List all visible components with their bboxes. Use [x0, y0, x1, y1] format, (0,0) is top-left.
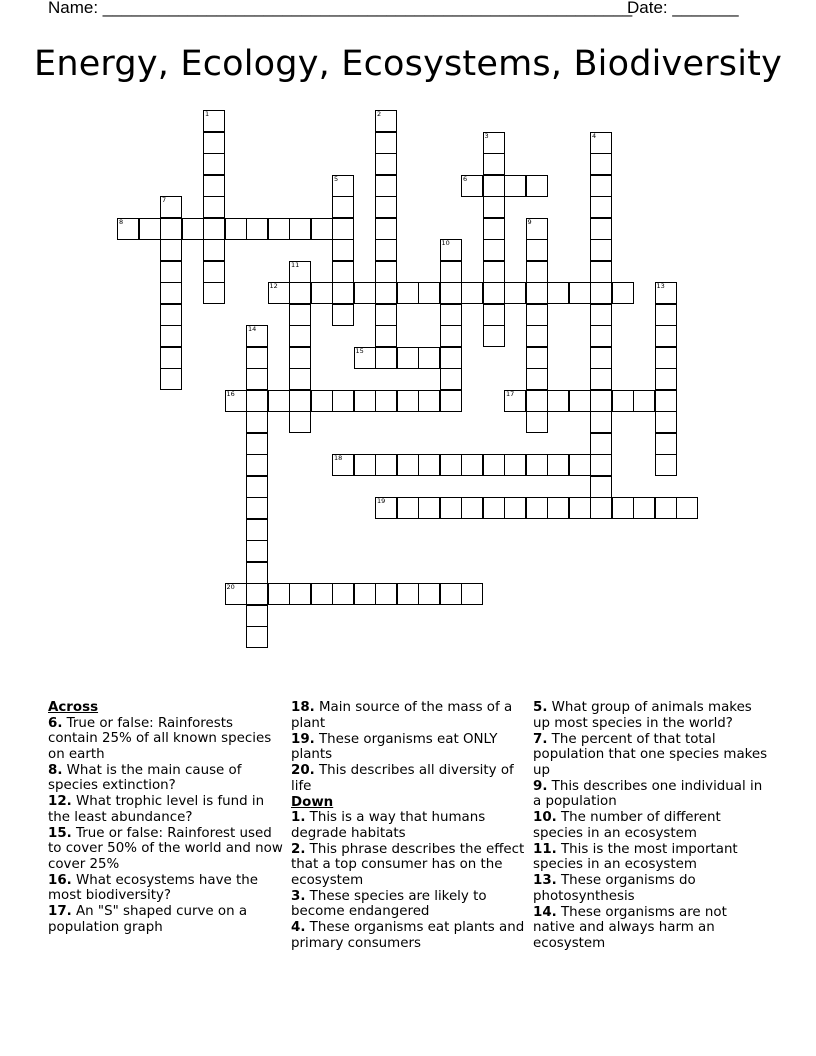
- grid-cell[interactable]: [397, 497, 419, 519]
- grid-cell[interactable]: [655, 497, 677, 519]
- grid-cell[interactable]: [655, 325, 677, 347]
- grid-cell[interactable]: [590, 282, 612, 304]
- grid-cell[interactable]: [311, 583, 333, 605]
- cell-number: 1: [205, 110, 210, 118]
- grid-cell[interactable]: [483, 196, 505, 218]
- grid-cell[interactable]: [397, 583, 419, 605]
- cell-number: 18: [334, 454, 343, 462]
- grid-cell[interactable]: [590, 497, 612, 519]
- clue-down-5: 5. What group of animals makes up most species in the world?: [533, 700, 752, 731]
- cell-number: 7: [162, 196, 167, 204]
- grid-cell[interactable]: [590, 347, 612, 369]
- cell-number: 19: [377, 497, 386, 505]
- grid-cell[interactable]: [160, 282, 182, 304]
- grid-cell[interactable]: [461, 583, 483, 605]
- grid-cell[interactable]: [289, 304, 311, 326]
- grid-cell[interactable]: [246, 218, 268, 240]
- clue-across-6: 6. True or false: Rainforests contain 25% of all known species on earth: [48, 715, 272, 762]
- grid-cell[interactable]: [160, 304, 182, 326]
- grid-cell[interactable]: [569, 454, 591, 476]
- grid-cell[interactable]: [418, 347, 440, 369]
- grid-cell[interactable]: [569, 282, 591, 304]
- clue-across-16: 16. What ecosystems have the most biodiversity?: [48, 872, 258, 903]
- grid-cell[interactable]: [289, 368, 311, 390]
- grid-cell[interactable]: [526, 368, 548, 390]
- grid-cell[interactable]: [397, 282, 419, 304]
- grid-cell[interactable]: [311, 218, 333, 240]
- date-field-label: Date: _______: [627, 0, 739, 17]
- clue-across-8: 8. What is the main cause of species extinction?: [48, 762, 242, 793]
- page-title: Energy, Ecology, Ecosystems, Biodiversity: [34, 44, 782, 84]
- grid-cell[interactable]: [633, 390, 655, 412]
- grid-cell[interactable]: [225, 218, 247, 240]
- grid-cell[interactable]: [547, 454, 569, 476]
- grid-cell[interactable]: [483, 325, 505, 347]
- grid-cell[interactable]: [332, 239, 354, 261]
- grid-cell[interactable]: [332, 196, 354, 218]
- grid-cell[interactable]: [268, 390, 290, 412]
- grid-cell[interactable]: [397, 454, 419, 476]
- grid-cell[interactable]: [440, 347, 462, 369]
- grid-cell[interactable]: [440, 368, 462, 390]
- grid-cell[interactable]: [526, 325, 548, 347]
- grid-cell[interactable]: [483, 497, 505, 519]
- grid-cell[interactable]: [418, 583, 440, 605]
- grid-cell[interactable]: [289, 347, 311, 369]
- cell-number: 6: [463, 174, 468, 183]
- grid-cell[interactable]: [483, 261, 505, 283]
- grid-cell[interactable]: [375, 218, 397, 240]
- grid-cell[interactable]: [354, 390, 376, 412]
- grid-cell[interactable]: [483, 239, 505, 261]
- grid-cell-11[interactable]: [289, 261, 311, 283]
- grid-cell[interactable]: [612, 390, 634, 412]
- grid-cell[interactable]: [526, 261, 548, 283]
- grid-cell-13[interactable]: [655, 282, 677, 304]
- grid-cell-15[interactable]: [354, 347, 376, 369]
- grid-cell-16[interactable]: [225, 390, 247, 412]
- grid-cell[interactable]: [569, 497, 591, 519]
- grid-cell[interactable]: [526, 454, 548, 476]
- grid-cell[interactable]: [246, 519, 268, 541]
- grid-cell[interactable]: [526, 304, 548, 326]
- grid-cell[interactable]: [246, 605, 268, 627]
- grid-cell[interactable]: [375, 153, 397, 175]
- clue-across-20: 20. This describes all diversity of life: [291, 763, 514, 794]
- clue-down-2: 2. This phrase describes the effect that a top consumer has on the ecosystem: [291, 841, 525, 888]
- clue-down-1: 1. This is a way that humans degrade habitats: [291, 810, 486, 841]
- grid-cell-1[interactable]: [203, 110, 225, 132]
- grid-cell[interactable]: [375, 390, 397, 412]
- grid-cell[interactable]: [440, 454, 462, 476]
- grid-cell[interactable]: [160, 347, 182, 369]
- grid-cell[interactable]: [526, 347, 548, 369]
- grid-cell[interactable]: [375, 325, 397, 347]
- grid-cell[interactable]: [590, 390, 612, 412]
- grid-cell[interactable]: [612, 282, 634, 304]
- clue-across-17: 17. An "S" shaped curve on a population graph: [48, 904, 248, 935]
- grid-cell[interactable]: [397, 347, 419, 369]
- grid-cell[interactable]: [504, 282, 526, 304]
- clue-across-15: 15. True or false: Rainforest used to cover 50% of the world and now cover 25%: [48, 825, 283, 872]
- grid-cell-17[interactable]: [504, 390, 526, 412]
- grid-cell[interactable]: [547, 282, 569, 304]
- cell-number: 11: [291, 260, 300, 269]
- grid-cell[interactable]: [246, 540, 268, 562]
- grid-cell[interactable]: [246, 476, 268, 498]
- grid-cell[interactable]: [569, 390, 591, 412]
- grid-cell[interactable]: [440, 282, 462, 304]
- grid-cell[interactable]: [440, 497, 462, 519]
- grid-cell[interactable]: [590, 239, 612, 261]
- grid-cell[interactable]: [160, 325, 182, 347]
- grid-cell[interactable]: [461, 497, 483, 519]
- grid-cell[interactable]: [289, 411, 311, 433]
- grid-cell-4[interactable]: [590, 132, 612, 154]
- grid-cell[interactable]: [289, 325, 311, 347]
- grid-cell[interactable]: [246, 562, 268, 584]
- grid-cell[interactable]: [440, 261, 462, 283]
- grid-cell[interactable]: [633, 497, 655, 519]
- grid-cell-3[interactable]: [483, 132, 505, 154]
- clue-down-3: 3. These species are likely to become endangered: [291, 888, 487, 919]
- grid-cell[interactable]: [289, 583, 311, 605]
- grid-cell[interactable]: [655, 390, 677, 412]
- grid-cell[interactable]: [375, 282, 397, 304]
- grid-cell[interactable]: [655, 433, 677, 455]
- grid-cell[interactable]: [461, 454, 483, 476]
- grid-cell[interactable]: [590, 153, 612, 175]
- grid-cell-2[interactable]: [375, 110, 397, 132]
- grid-cell[interactable]: [504, 497, 526, 519]
- grid-cell[interactable]: [332, 261, 354, 283]
- grid-cell[interactable]: [203, 132, 225, 154]
- grid-cell[interactable]: [526, 282, 548, 304]
- grid-cell-20[interactable]: [225, 583, 247, 605]
- clue-down-7: 7. The percent of that total population that one species makes up: [533, 731, 768, 778]
- grid-cell[interactable]: [246, 583, 268, 605]
- cell-number: 2: [377, 110, 382, 118]
- grid-cell[interactable]: [526, 497, 548, 519]
- cell-number: 3: [484, 131, 489, 140]
- clue-down-10: 10. The number of different species in an ecosystem: [533, 810, 721, 841]
- cell-number: 17: [506, 389, 515, 398]
- grid-cell[interactable]: [289, 390, 311, 412]
- clue-across-19: 19. These organisms eat ONLY plants: [291, 731, 498, 762]
- grid-cell[interactable]: [375, 132, 397, 154]
- grid-cell[interactable]: [203, 261, 225, 283]
- grid-cell[interactable]: [590, 325, 612, 347]
- grid-cell[interactable]: [483, 175, 505, 197]
- grid-cell[interactable]: [418, 282, 440, 304]
- grid-cell[interactable]: [160, 218, 182, 240]
- grid-cell[interactable]: [504, 175, 526, 197]
- cell-number: 16: [226, 389, 235, 398]
- grid-cell-8[interactable]: [117, 218, 139, 240]
- grid-cell[interactable]: [547, 497, 569, 519]
- cell-number: 8: [119, 217, 124, 226]
- cell-number: 20: [226, 583, 235, 591]
- grid-cell-7[interactable]: [160, 196, 182, 218]
- grid-cell[interactable]: [160, 239, 182, 261]
- grid-cell[interactable]: [246, 433, 268, 455]
- grid-cell-5[interactable]: [332, 175, 354, 197]
- grid-cell[interactable]: [375, 196, 397, 218]
- cell-number: 15: [355, 346, 364, 355]
- clues-column-1: [48, 700, 284, 936]
- grid-cell[interactable]: [268, 583, 290, 605]
- cell-number: 14: [248, 325, 257, 333]
- grid-cell[interactable]: [655, 411, 677, 433]
- grid-cell[interactable]: [504, 454, 526, 476]
- clues-column-3: [533, 700, 769, 952]
- grid-cell[interactable]: [590, 476, 612, 498]
- grid-cell[interactable]: [375, 583, 397, 605]
- grid-cell[interactable]: [655, 368, 677, 390]
- clue-down-4: 4. These organisms eat plants and primary consumers: [291, 920, 525, 951]
- grid-cell[interactable]: [483, 454, 505, 476]
- grid-cell[interactable]: [526, 175, 548, 197]
- grid-cell[interactable]: [311, 282, 333, 304]
- grid-cell[interactable]: [354, 583, 376, 605]
- grid-cell[interactable]: [332, 282, 354, 304]
- grid-cell[interactable]: [526, 239, 548, 261]
- grid-cell[interactable]: [203, 175, 225, 197]
- grid-cell[interactable]: [483, 153, 505, 175]
- grid-cell[interactable]: [289, 218, 311, 240]
- grid-cell[interactable]: [268, 218, 290, 240]
- cell-number: 12: [269, 282, 278, 290]
- grid-cell[interactable]: [590, 454, 612, 476]
- grid-cell[interactable]: [397, 390, 419, 412]
- grid-cell[interactable]: [547, 390, 569, 412]
- grid-cell-9[interactable]: [526, 218, 548, 240]
- grid-cell[interactable]: [418, 497, 440, 519]
- grid-cell[interactable]: [203, 218, 225, 240]
- grid-cell[interactable]: [375, 454, 397, 476]
- grid-cell[interactable]: [246, 347, 268, 369]
- grid-cell[interactable]: [590, 261, 612, 283]
- grid-cell[interactable]: [440, 583, 462, 605]
- grid-cell[interactable]: [246, 626, 268, 648]
- grid-cell[interactable]: [590, 411, 612, 433]
- grid-cell-10[interactable]: [440, 239, 462, 261]
- grid-cell-14[interactable]: [246, 325, 268, 347]
- grid-cell[interactable]: [590, 368, 612, 390]
- grid-cell-18[interactable]: [332, 454, 354, 476]
- grid-cell[interactable]: [590, 433, 612, 455]
- clue-across-18: 18. Main source of the mass of a plant: [291, 700, 513, 731]
- grid-cell[interactable]: [332, 583, 354, 605]
- grid-cell[interactable]: [246, 454, 268, 476]
- grid-cell[interactable]: [354, 454, 376, 476]
- clue-down-13: 13. These organisms do photosynthesis: [533, 873, 696, 904]
- grid-cell[interactable]: [139, 218, 161, 240]
- grid-cell[interactable]: [655, 347, 677, 369]
- clue-down-9: 9. This describes one individual in a population: [533, 778, 763, 809]
- grid-cell[interactable]: [203, 196, 225, 218]
- grid-cell[interactable]: [483, 304, 505, 326]
- grid-cell[interactable]: [526, 390, 548, 412]
- grid-cell[interactable]: [182, 218, 204, 240]
- grid-cell[interactable]: [246, 368, 268, 390]
- grid-cell[interactable]: [375, 175, 397, 197]
- cell-number: 4: [592, 131, 597, 140]
- grid-cell[interactable]: [590, 196, 612, 218]
- down-heading: Down: [291, 794, 334, 810]
- grid-cell[interactable]: [203, 153, 225, 175]
- grid-cell[interactable]: [332, 390, 354, 412]
- cell-number: 13: [656, 282, 665, 290]
- grid-cell[interactable]: [440, 325, 462, 347]
- grid-cell-6[interactable]: [461, 175, 483, 197]
- grid-cell[interactable]: [375, 239, 397, 261]
- grid-cell[interactable]: [461, 282, 483, 304]
- grid-cell[interactable]: [418, 454, 440, 476]
- grid-cell[interactable]: [332, 304, 354, 326]
- grid-cell[interactable]: [160, 261, 182, 283]
- grid-cell[interactable]: [440, 304, 462, 326]
- across-heading: Across: [48, 700, 99, 715]
- grid-cell[interactable]: [246, 390, 268, 412]
- grid-cell[interactable]: [590, 218, 612, 240]
- grid-cell[interactable]: [311, 390, 333, 412]
- clue-across-12: 12. What trophic level is fund in the least abundance?: [48, 794, 265, 825]
- grid-cell[interactable]: [526, 411, 548, 433]
- grid-cell[interactable]: [655, 304, 677, 326]
- grid-cell[interactable]: [375, 304, 397, 326]
- clue-down-14: 14. These organisms are not native and always harm an ecosystem: [533, 904, 727, 951]
- clue-down-11: 11. This is the most important species in an ecosystem: [533, 841, 738, 872]
- grid-cell[interactable]: [246, 497, 268, 519]
- grid-cell[interactable]: [655, 454, 677, 476]
- cell-number: 9: [527, 217, 532, 226]
- grid-cell[interactable]: [354, 282, 376, 304]
- cell-number: 10: [441, 239, 450, 247]
- grid-cell[interactable]: [375, 347, 397, 369]
- grid-cell[interactable]: [590, 175, 612, 197]
- grid-cell[interactable]: [203, 282, 225, 304]
- cell-number: 5: [334, 174, 339, 183]
- grid-cell[interactable]: [160, 368, 182, 390]
- grid-cell[interactable]: [440, 390, 462, 412]
- grid-cell-12[interactable]: [268, 282, 290, 304]
- grid-cell[interactable]: [289, 282, 311, 304]
- name-field-label: Name: ________________________________________________________: [48, 0, 633, 17]
- grid-cell[interactable]: [590, 304, 612, 326]
- grid-cell[interactable]: [676, 497, 698, 519]
- clues-column-2: [291, 700, 527, 952]
- grid-cell[interactable]: [483, 218, 505, 240]
- grid-cell[interactable]: [418, 390, 440, 412]
- grid-cell[interactable]: [203, 239, 225, 261]
- grid-cell-19[interactable]: [375, 497, 397, 519]
- grid-cell[interactable]: [375, 261, 397, 283]
- grid-cell[interactable]: [332, 218, 354, 240]
- grid-cell[interactable]: [246, 411, 268, 433]
- grid-cell[interactable]: [483, 282, 505, 304]
- grid-cell[interactable]: [612, 497, 634, 519]
